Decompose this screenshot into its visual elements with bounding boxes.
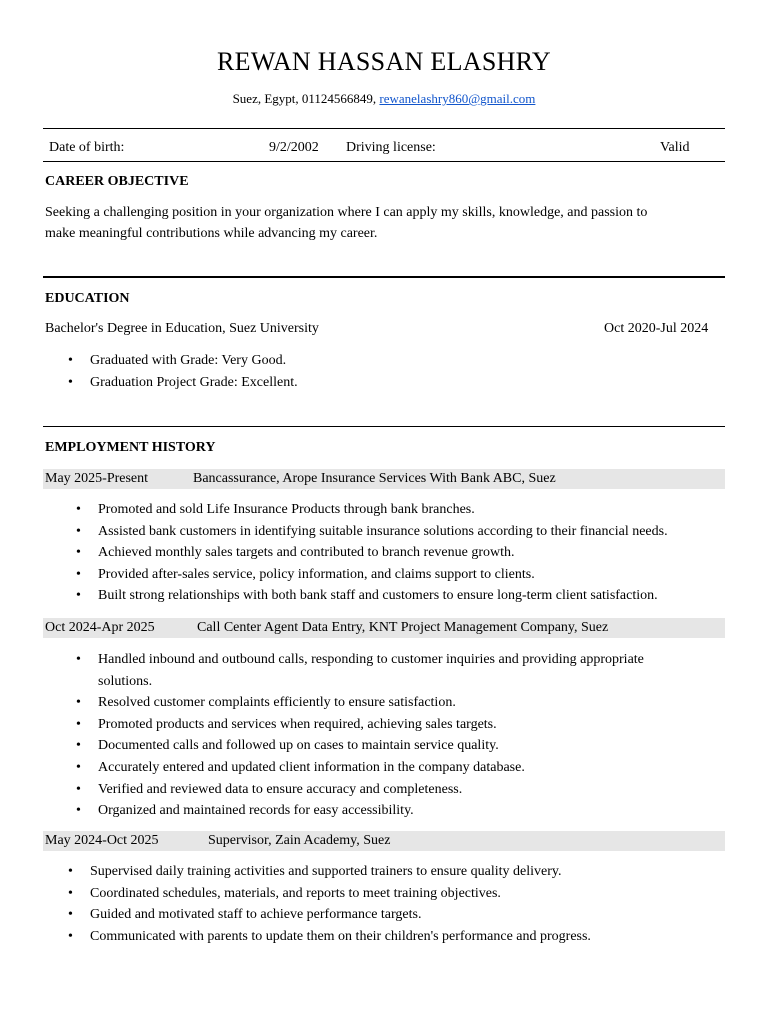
job-role: Supervisor, Zain Academy, Suez [208, 833, 391, 848]
objective-line: Seeking a challenging position in your organization where I can apply my skills, knowledge, and passion to [45, 205, 648, 220]
divider [43, 161, 725, 162]
job-header [43, 831, 725, 851]
license-label: Driving license: [346, 140, 436, 155]
job-role: Call Center Agent Data Entry, KNT Project Management Company, Suez [197, 620, 609, 635]
list-item: • Achieved monthly sales targets and contributed to branch revenue growth. [98, 542, 668, 564]
divider [43, 128, 725, 129]
list-item: • Promoted products and services when required, achieving sales targets. [98, 714, 644, 736]
job-bullets [98, 649, 644, 822]
candidate-name: REWAN HASSAN ELASHRY [217, 47, 551, 76]
divider [43, 426, 725, 427]
education-dates: Oct 2020-Jul 2024 [604, 321, 709, 336]
degree: Bachelor's Degree in Education, Suez University [45, 321, 319, 336]
list-item: • Accurately entered and updated client information in the company database. [98, 757, 644, 779]
continuation-text: solutions. [98, 673, 153, 689]
list-item: • Handled inbound and outbound calls, responding to customer inquiries and providing appropriate [98, 649, 644, 671]
list-item: • Organized and maintained records for easy accessibility. [98, 800, 644, 822]
education-bullets [90, 350, 298, 393]
list-item: • Promoted and sold Life Insurance Products through bank branches. [98, 499, 668, 521]
objective-line: make meaningful contributions while advancing my career. [45, 226, 378, 241]
contact-line [0, 90, 768, 108]
list-item: • Built strong relationships with both bank staff and customers to ensure long-term client satisfaction. [98, 585, 668, 607]
list-item: • Resolved customer complaints efficiently to ensure satisfaction. [98, 692, 644, 714]
job-header [43, 469, 725, 489]
job-bullets [90, 861, 591, 947]
job-bullets [98, 499, 668, 607]
list-item: • Guided and motivated staff to achieve performance targets. [90, 904, 591, 926]
list-item: • Provided after-sales service, policy information, and claims support to clients. [98, 564, 668, 586]
list-item: • Graduation Project Grade: Excellent. [90, 372, 298, 394]
contact-details: Suez, Egypt, 01124566849, [232, 91, 377, 106]
list-item: • Documented calls and followed up on cases to maintain service quality. [98, 735, 644, 757]
education-title: EDUCATION [45, 291, 130, 306]
license-value: Valid [660, 140, 690, 155]
job-dates: May 2025-Present [45, 471, 149, 486]
dob-label: Date of birth: [49, 140, 125, 155]
objective-text [45, 202, 705, 244]
divider [43, 276, 725, 278]
list-item: • Assisted bank customers in identifying suitable insurance solutions according to their financial needs. [98, 521, 668, 543]
dob-value: 9/2/2002 [269, 140, 319, 155]
job-header [43, 618, 725, 638]
employment-title: EMPLOYMENT HISTORY [45, 440, 216, 455]
list-item: • Communicated with parents to update them on their children's performance and progress. [90, 926, 591, 948]
email-link[interactable]: rewanelashry860@gmail.com [379, 91, 536, 106]
list-item: • Coordinated schedules, materials, and reports to meet training objectives. [90, 883, 591, 905]
list-item: • Graduated with Grade: Very Good. [90, 350, 298, 372]
list-item: • Supervised daily training activities and supported trainers to ensure quality delivery. [90, 861, 591, 883]
job-dates: May 2024-Oct 2025 [45, 833, 159, 848]
job-dates: Oct 2024-Apr 2025 [45, 620, 155, 635]
list-item-continuation [98, 671, 644, 693]
job-role: Bancassurance, Arope Insurance Services With Bank ABC, Suez [193, 471, 556, 486]
list-item: • Verified and reviewed data to ensure accuracy and completeness. [98, 779, 644, 801]
objective-title: CAREER OBJECTIVE [45, 174, 189, 189]
